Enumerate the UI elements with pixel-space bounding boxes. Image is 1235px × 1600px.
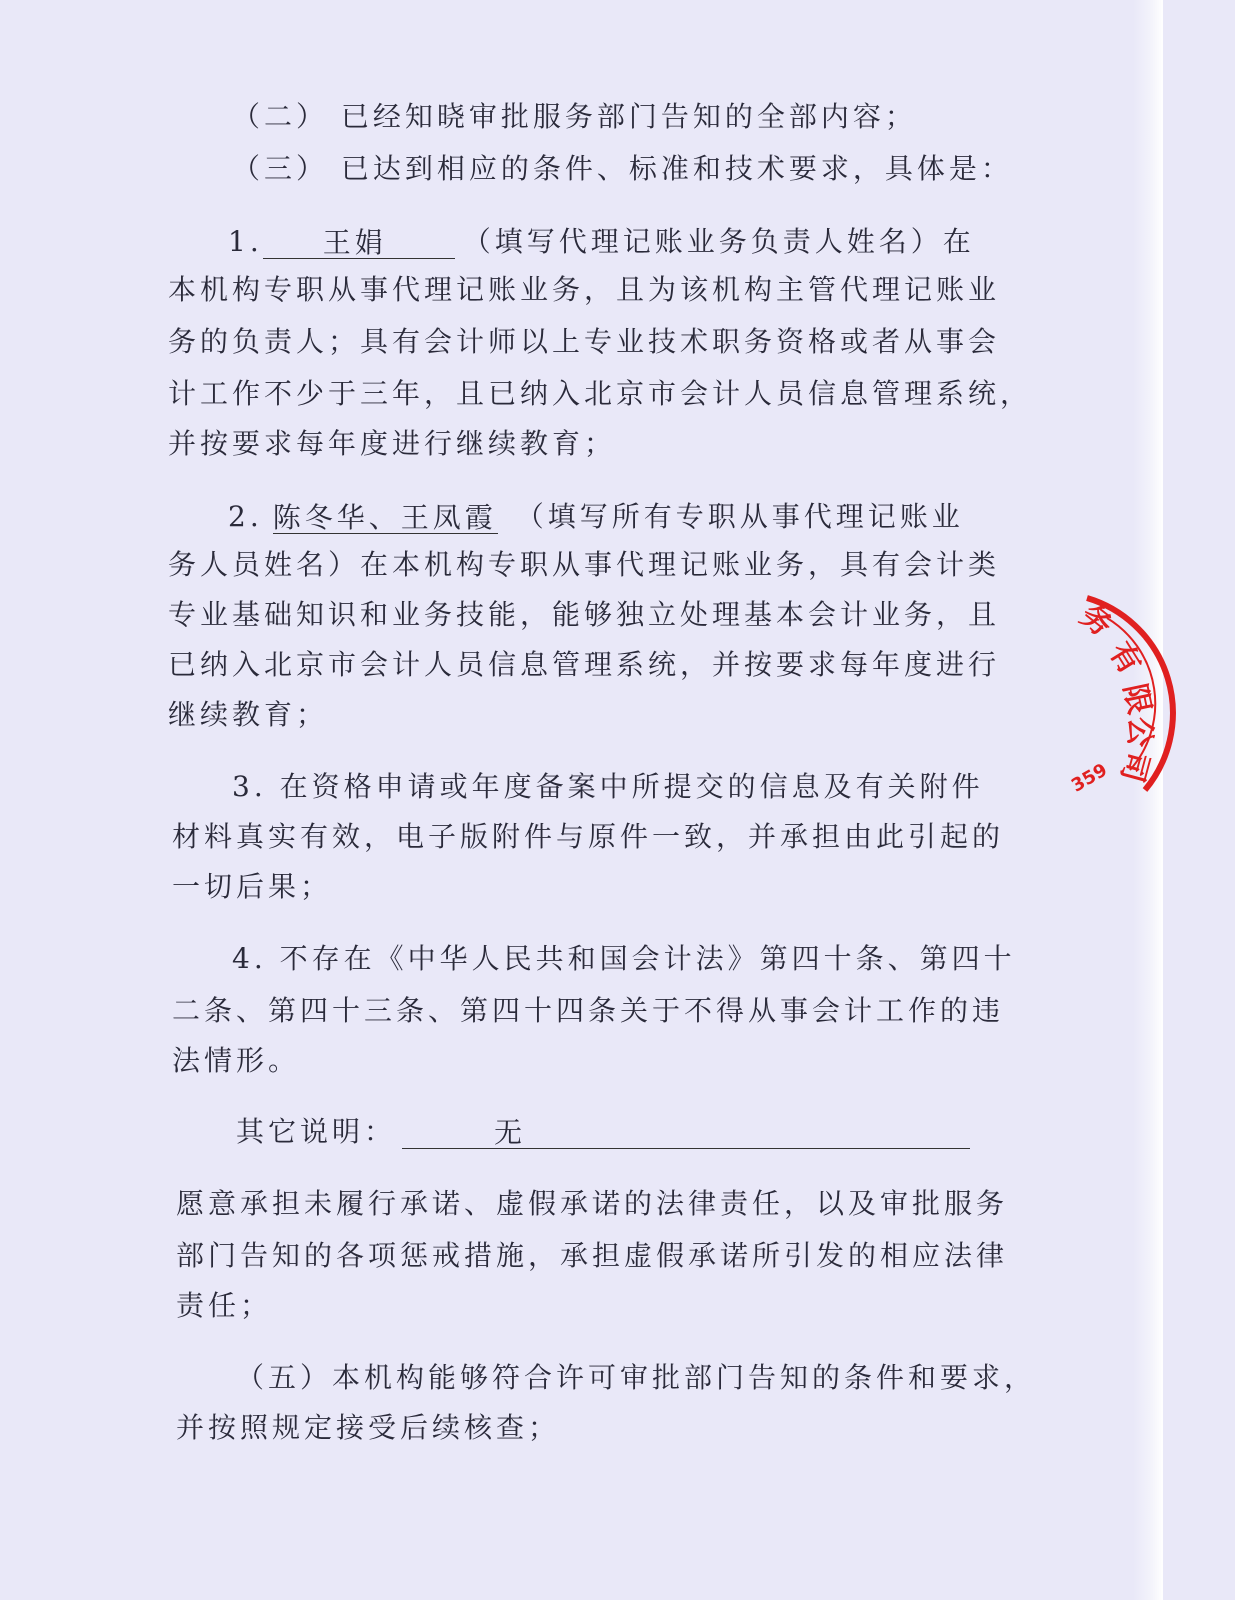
- item-2-line-5: 继续教育；: [168, 698, 329, 731]
- item-1-line-2: 本机构专职从事代理记账业务，且为该机构主管代理记账业: [168, 273, 1001, 306]
- other-remarks-value: 无: [494, 1116, 527, 1149]
- company-seal: [1067, 590, 1235, 830]
- seal-char-1: 务: [1073, 597, 1119, 644]
- item-1-line-5: 并按要求每年度进行继续教育；: [168, 427, 617, 460]
- item-2-line-2: 务人员姓名）在本机构专职从事代理记账业务，具有会计类: [168, 548, 1001, 581]
- clause-3: （三） 已达到相应的条件、标准和技术要求，具体是：: [232, 152, 1013, 185]
- item-2-names-value: 陈冬华、王凤霞: [272, 501, 497, 534]
- seal-char-5: 司: [1113, 747, 1156, 786]
- other-remarks-line: [236, 1115, 970, 1149]
- item-2-number: 2.: [228, 500, 263, 533]
- item-4-line-2: 二条、第四十三条、第四十四条关于不得从事会计工作的违: [172, 994, 1005, 1027]
- liability-line-3: 责任；: [176, 1289, 273, 1322]
- item-1-hint: （填写代理记账业务负责人姓名）在: [462, 225, 975, 258]
- item-1-line-3: 务的负责人；具有会计师以上专业技术职务资格或者从事会: [168, 325, 1001, 358]
- clause-2: （二） 已经知晓审批服务部门告知的全部内容；: [232, 100, 917, 133]
- liability-line-2: 部门告知的各项惩戒措施，承担虚假承诺所引发的相应法律: [176, 1239, 1009, 1272]
- item-1-name-field: [263, 226, 455, 259]
- other-remarks-field: [402, 1116, 970, 1149]
- item-1-line-4: 计工作不少于三年，且已纳入北京市会计人员信息管理系统，: [168, 377, 1033, 410]
- seal-char-4: 公: [1121, 716, 1158, 748]
- item-2-hint: （填写所有专职从事代理记账业: [515, 500, 964, 533]
- item-2-first-line: [228, 500, 964, 534]
- item-2-line-4: 已纳入北京市会计人员信息管理系统，并按要求每年度进行: [168, 648, 1001, 681]
- item-4-line-3: 法情形。: [172, 1044, 301, 1077]
- clause-5-line-1: （五）本机构能够符合许可审批部门告知的条件和要求，: [236, 1361, 1037, 1394]
- item-3-line-1: 3. 在资格申请或年度备案中所提交的信息及有关附件: [232, 770, 984, 803]
- item-2-names-field: [273, 501, 498, 534]
- liability-line-1: 愿意承担未履行承诺、虚假承诺的法律责任，以及审批服务: [176, 1187, 1009, 1220]
- item-3-line-3: 一切后果；: [172, 870, 333, 903]
- item-4-line-1: 4. 不存在《中华人民共和国会计法》第四十条、第四十: [232, 942, 1016, 975]
- other-remarks-label: 其它说明：: [236, 1115, 397, 1148]
- item-1-number: 1.: [228, 225, 263, 258]
- item-1-first-line: [228, 225, 975, 259]
- seal-number: 359: [1067, 759, 1111, 797]
- seal-char-2: 有: [1101, 636, 1148, 681]
- clause-5-line-2: 并按照规定接受后续核查；: [176, 1411, 561, 1444]
- item-3-line-2: 材料真实有效，电子版附件与原件一致，并承担由此引起的: [172, 820, 1005, 853]
- item-2-line-3: 专业基础知识和业务技能，能够独立处理基本会计业务，且: [168, 598, 1001, 631]
- item-1-name-value: 王娟: [322, 226, 387, 259]
- seal-char-3: 限: [1116, 680, 1157, 718]
